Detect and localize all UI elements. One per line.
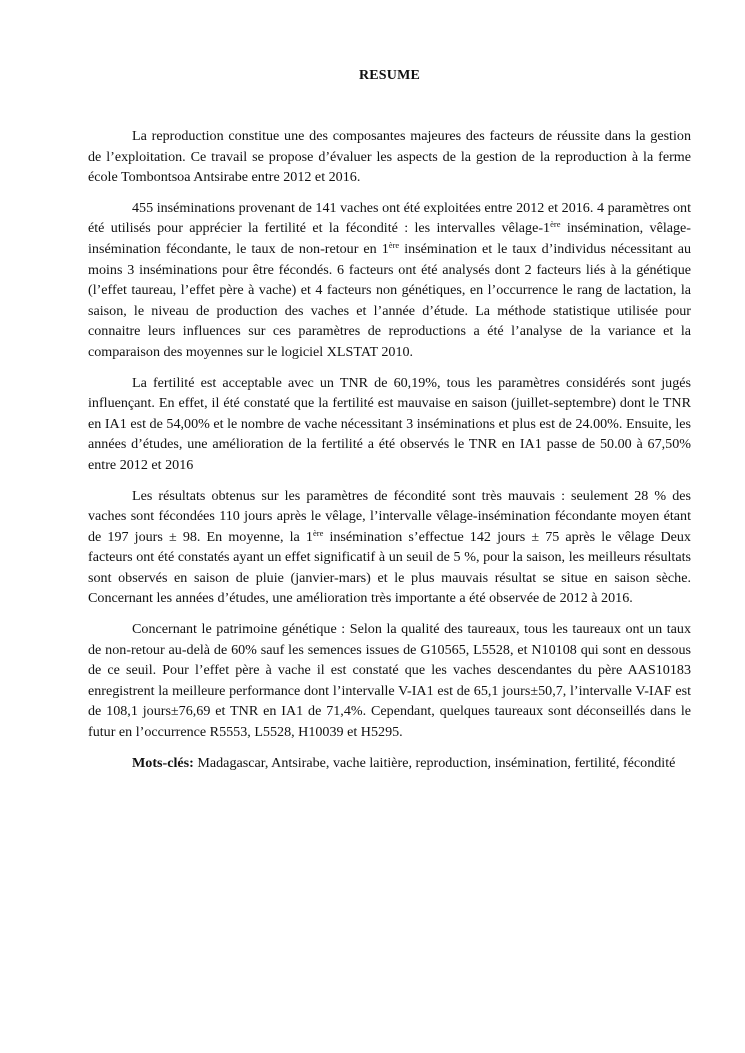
paragraph-fertility: La fertilité est acceptable avec un TNR de 60,19%, tous les paramètres considérés sont jugés influençant. En effet, il été constaté que la fertilité est mauvaise en saison (juillet-septembre) dont le TNR en IA1 est de 54,00% et le nombre de vache nécessitant 3 inséminations et plus est de 24.00%. Ensuite, les années d’études, une amélioration de la fertilité a été observés le TNR en IA1 passe de 50.00 à 67,50% entre 2012 et 2016 — [88, 374, 691, 473]
methodology-text-3: insémination et le taux d’individus nécessitant au moins 3 inséminations pour être fécondés. 6 facteurs ont été analysés dont 2 facteurs liés à la génétique (l’effet taureau, l’effet père à vache) et 4 facteurs non génétiques, en l’occurrence le rang de lactation, la saison, le niveau de production des vaches et l’année d’étude. La méthode statistique utilisée pour connaitre leurs influences sur ces paramètres de reproductions a été l’analyse de la variance et la comparaison des moyennes sur le logiciel XLSTAT 2010. — [88, 240, 692, 360]
paragraph-fecundity — [88, 486, 691, 610]
paragraph-genetics: Concernant le patrimoine génétique : Selon la qualité des taureaux, tous les taureaux ont un taux de non-retour au-delà de 60% sauf les semences issues de G10565, L5528, et N10108 qui sont en dessous de ce seuil. Pour l’effet père à vache il est constaté que les vaches descendantes du père AAS10183 enregistrent la meilleure performance dont l’intervalle V-IA1 est de 65,1 jours±50,7, l’intervalle V-IAF est de 108,1 jours±76,69 et TNR en IA1 de 71,4%. Cependant, quelques taureaux sont déconseillés dans le futur en l’occurrence R5553, L5528, H10039 et H5295. — [88, 621, 691, 741]
superscript-ere: ère — [312, 527, 324, 538]
document-page — [88, 68, 691, 783]
paragraph-introduction: La reproduction constitue une des composantes majeures des facteurs de réussite dans la gestion de l’exploitation. Ce travail se propose d’évaluer les aspects de la gestion de la reproduction à la ferme école Tombontsoa Antsirabe entre 2012 et 2016. — [88, 128, 691, 186]
document-title: RESUME — [358, 68, 421, 83]
keywords-text: Madagascar, Antsirabe, vache laitière, reproduction, insémination, fertilité, fécondité — [193, 754, 676, 771]
fecundity-text-2: insémination s’effectue 142 jours ± 75 après le vêlage Deux facteurs ont été constatés ayant un effet significatif à un seuil de 5 %, pour la saison, les meilleurs résultats sont observés en saison de pluie (janvier-mars) et le plus mauvais résultat se situe en saison sèche. Concernant les années d’études, une amélioration très importante a été observée de 2012 à 2016. — [88, 528, 691, 607]
superscript-ere: ère — [550, 219, 561, 230]
methodology-text-2: insémination, vêlage-insémination fécondante, le taux de non-retour en 1 — [88, 220, 691, 257]
superscript-ere: ère — [388, 239, 400, 250]
paragraph-keywords — [88, 753, 691, 774]
methodology-text-1: 455 inséminations provenant de 141 vaches ont été exploitées entre 2012 et 2016. 4 paramètres ont été utilisés pour apprécier la fertilité et la fécondité : les intervalles vêlage-1 — [88, 199, 691, 237]
keywords-label: Mots-clés: — [132, 754, 194, 771]
fecundity-text-1: Les résultats obtenus sur les paramètres de fécondité sont très mauvais : seulement 28 % des vaches sont fécondées 110 jours après le vêlage, l’intervalle vêlage-insémination fécondante moyen étant de 197 jours ± 98. En moyenne, la 1 — [88, 487, 691, 545]
paragraph-methodology — [88, 198, 691, 363]
